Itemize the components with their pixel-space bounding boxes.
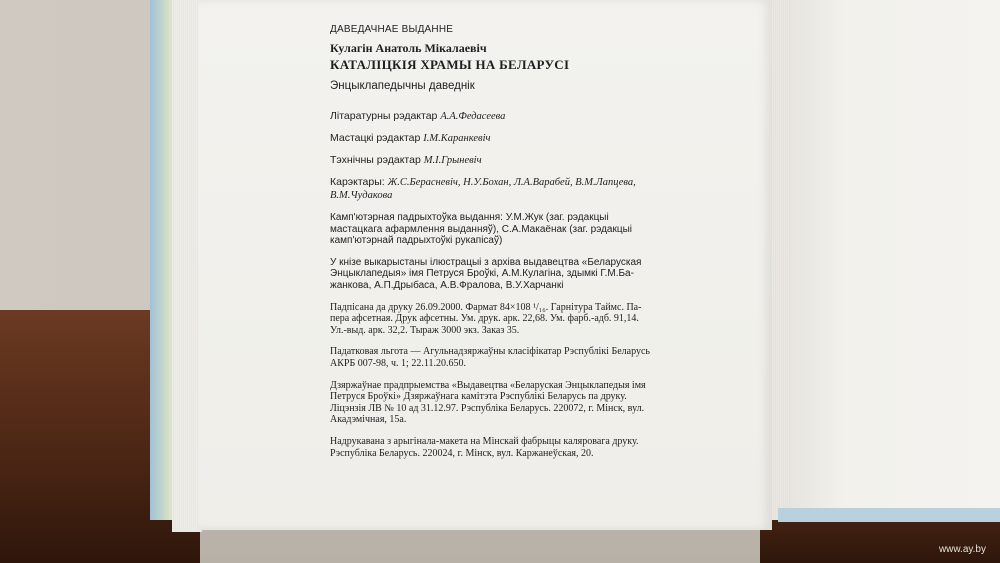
tax-info bbox=[330, 346, 660, 369]
imprint-text bbox=[330, 24, 660, 459]
computer-prep-line: мастацкага афармлення выданняў), С.А.Макаёнак (заг. рэдакцыі bbox=[330, 223, 633, 235]
print-info-line: пера афсетная. Друк афсетны. Ум. друк. арк. 22,68. Ум. фарб.-адб. 91,14. bbox=[330, 313, 639, 325]
watermark: www.ay.by bbox=[938, 544, 986, 555]
book-subtitle: Энцыклапедычны даведнік bbox=[330, 80, 475, 92]
publisher-info bbox=[330, 380, 660, 426]
publisher-line: Петруся Броўкі» Дзяржаўнага камітэта Рэспублікі Беларусь па друку. bbox=[330, 391, 627, 403]
credit-tech-editor: Тэхнічны рэдактар М.І.Грыневіч bbox=[330, 154, 482, 166]
computer-prep-line: камп'ютэрнай падрыхтоўкі рукапісаў) bbox=[330, 235, 503, 247]
print-info bbox=[330, 302, 660, 337]
illustrations-line: Энцыклапедыя» імя Петруся Броўкі, А.М.Кулагіна, здымкі Г.М.Ба- bbox=[330, 268, 634, 280]
author-name: Кулагін Анатоль Мікалаевіч bbox=[330, 41, 487, 55]
print-info-line: Ул.-выд. арк. 32,2. Тыраж 3000 экз. Заказ 35. bbox=[330, 324, 520, 336]
publisher-line: Дзяржаўнае прадпрыемства «Выдавецтва «Беларуская Энцыклапедыя імя bbox=[330, 379, 646, 391]
credit-proofreaders-cont: В.М.Чудакова bbox=[330, 190, 393, 201]
credit-proofreaders: Карэктары: Ж.С.Берасневіч, Н.У.Бохан, Л.А.Варабей, В.М.Лапцева, bbox=[330, 176, 636, 188]
printer-line: Надрукавана з арыгінала-макета на Мінскай фабрыцы каляровага друку. bbox=[330, 435, 639, 447]
printer-line: Рэспубліка Беларусь. 220024, г. Мінск, вул. Каржанеўская, 20. bbox=[330, 447, 594, 459]
page-stack-right bbox=[770, 0, 790, 520]
printer-info bbox=[330, 436, 660, 459]
credits bbox=[330, 110, 660, 202]
credit-literary-editor: Літаратурны рэдактар А.А.Федасеева bbox=[330, 110, 506, 122]
illustrations bbox=[330, 257, 660, 292]
publisher-line: Ліцэнзія ЛВ № 10 ад 31.12.97. Рэспубліка Беларусь. 220072, г. Мінск, вул. bbox=[330, 402, 645, 414]
right-page bbox=[780, 0, 1000, 515]
book-title: КАТАЛІЦКІЯ ХРАМЫ НА БЕЛАРУСІ bbox=[330, 57, 570, 72]
computer-prep-line: Камп'ютэрная падрыхтоўка выдання: У.М.Жук (заг. рэдакцыі bbox=[330, 212, 609, 223]
edition-type: ДАВЕДАЧНАЕ ВЫДАННЕ bbox=[330, 24, 454, 35]
credit-art-editor: Мастацкі рэдактар І.М.Каранкевіч bbox=[330, 132, 491, 144]
tax-line: Падатковая льгота — Агульнадзяржаўны класіфікатар Рэспублікі Беларусь bbox=[330, 346, 650, 358]
tax-line: АКРБ 007-98, ч. 1; 22.11.20.650. bbox=[330, 357, 466, 369]
illustrations-line: жанкова, А.П.Дрыбаса, А.В.Фралова, В.У.Харчанкі bbox=[330, 279, 564, 291]
print-info-line: Падпісана да друку 26.09.2000. Фармат 84×108 ¹/₁₆. Гарнітура Таймс. Па- bbox=[330, 301, 642, 313]
illustrations-line: У кнізе выкарыстаны ілюстрацыі з архіва выдавецтва «Беларуская bbox=[330, 256, 642, 268]
publisher-line: Акадэмічная, 15а. bbox=[330, 414, 407, 426]
book-cover-right bbox=[778, 508, 1000, 522]
computer-prep bbox=[330, 212, 660, 247]
